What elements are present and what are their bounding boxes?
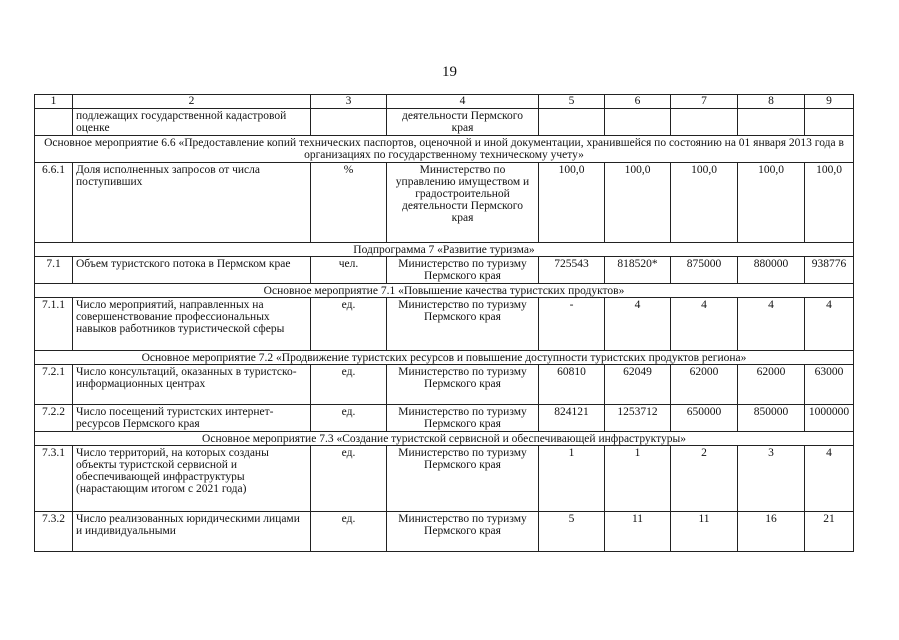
value-cell: 62000 [738,365,805,405]
value-cell: 21 [805,512,854,552]
unit-cell: ед. [311,405,387,432]
ministry-cell: Министерство по туризму Пермского края [387,298,539,351]
column-header: 3 [311,95,387,109]
value-cell: 824121 [539,405,605,432]
row-number: 7.3.2 [35,512,73,552]
value-cell: 63000 [805,365,854,405]
column-header: 9 [805,95,854,109]
ministry-cell: Министерство по туризму Пермского края [387,512,539,552]
column-header: 4 [387,95,539,109]
column-header: 6 [605,95,671,109]
value-cell: 16 [738,512,805,552]
value-cell: 100,0 [539,163,605,243]
value-cell: 4 [605,298,671,351]
row-number: 6.6.1 [35,163,73,243]
table-row [35,512,854,552]
value-cell: 100,0 [671,163,738,243]
value-cell: 62000 [671,365,738,405]
unit-cell: ед. [311,446,387,512]
unit-cell: ед. [311,512,387,552]
section-title: Подпрограмма 7 «Развитие туризма» [35,243,854,257]
value-cell: 62049 [605,365,671,405]
section-title: Основное мероприятие 7.1 «Повышение качества туристских продуктов» [35,284,854,298]
value-cell: 1253712 [605,405,671,432]
section-title: Основное мероприятие 7.3 «Создание туристской сервисной и обеспечивающей инфраструктуры» [35,432,854,446]
value-cell: 1 [605,446,671,512]
ministry-cell: Министерство по управлению имуществом и градостроительной деятельности Пермского края [387,163,539,243]
value-cell: 818520* [605,257,671,284]
value-cell: 60810 [539,365,605,405]
column-number-row [35,95,854,109]
value-cell: 4 [738,298,805,351]
indicator-name: Число посещений туристских интернет-ресурсов Пермского края [73,405,311,432]
value-cell: 4 [805,298,854,351]
row-number: 7.2.2 [35,405,73,432]
indicator-name: Число мероприятий, направленных на совершенствование профессиональных навыков работников туристической сферы [73,298,311,351]
value-cell: 880000 [738,257,805,284]
row-number: 7.3.1 [35,446,73,512]
indicator-name: Число реализованных юридическими лицами и индивидуальными [73,512,311,552]
value-cell: 1000000 [805,405,854,432]
section-title: Основное мероприятие 6.6 «Предоставление копий технических паспортов, оценочной и иной документации, хранившейся по состоянию на 01 января 2013 года в организациях по государственному техническому учету» [35,136,854,163]
indicators-table [34,94,854,552]
column-header: 8 [738,95,805,109]
indicator-name: подлежащих государственной кадастровой оценке [73,109,311,136]
ministry-cell: Министерство по туризму Пермского края [387,257,539,284]
value-cell: 4 [805,446,854,512]
section-row [35,351,854,365]
column-header: 2 [73,95,311,109]
table-row [35,163,854,243]
value-cell: 2 [671,446,738,512]
ministry-cell: Министерство по туризму Пермского края [387,405,539,432]
value-cell: - [539,298,605,351]
unit-cell: % [311,163,387,243]
section-title: Основное мероприятие 7.2 «Продвижение туристских ресурсов и повышение доступности туристских продуктов региона» [35,351,854,365]
value-cell: 650000 [671,405,738,432]
table-row [35,298,854,351]
column-header: 5 [539,95,605,109]
indicator-name: Доля исполненных запросов от числа поступивших [73,163,311,243]
value-cell: 938776 [805,257,854,284]
row-number: 7.2.1 [35,365,73,405]
indicator-name: Число консультаций, оказанных в туристско-информационных центрах [73,365,311,405]
value-cell: 3 [738,446,805,512]
column-header: 7 [671,95,738,109]
ministry-cell: Министерство по туризму Пермского края [387,446,539,512]
section-row [35,432,854,446]
section-row [35,284,854,298]
table-row [35,405,854,432]
table-row [35,365,854,405]
indicator-name: Число территорий, на которых созданы объекты туристской сервисной и обеспечивающей инфраструктуры (нарастающим итогом с 2021 года) [73,446,311,512]
value-cell: 725543 [539,257,605,284]
indicator-name: Объем туристского потока в Пермском крае [73,257,311,284]
section-row [35,243,854,257]
value-cell: 4 [671,298,738,351]
table-row [35,257,854,284]
value-cell: 1 [539,446,605,512]
ministry-cell: Министерство по туризму Пермского края [387,365,539,405]
value-cell: 5 [539,512,605,552]
value-cell: 100,0 [805,163,854,243]
row-number: 7.1 [35,257,73,284]
ministry-cell: деятельности Пермского края [387,109,539,136]
row-number: 7.1.1 [35,298,73,351]
value-cell: 850000 [738,405,805,432]
value-cell: 100,0 [605,163,671,243]
value-cell: 100,0 [738,163,805,243]
value-cell: 11 [671,512,738,552]
section-row [35,136,854,163]
value-cell: 875000 [671,257,738,284]
page-number: 19 [442,64,457,80]
value-cell: 11 [605,512,671,552]
column-header: 1 [35,95,73,109]
unit-cell: ед. [311,365,387,405]
unit-cell: ед. [311,298,387,351]
unit-cell: чел. [311,257,387,284]
table-row [35,109,854,136]
table-row [35,446,854,512]
